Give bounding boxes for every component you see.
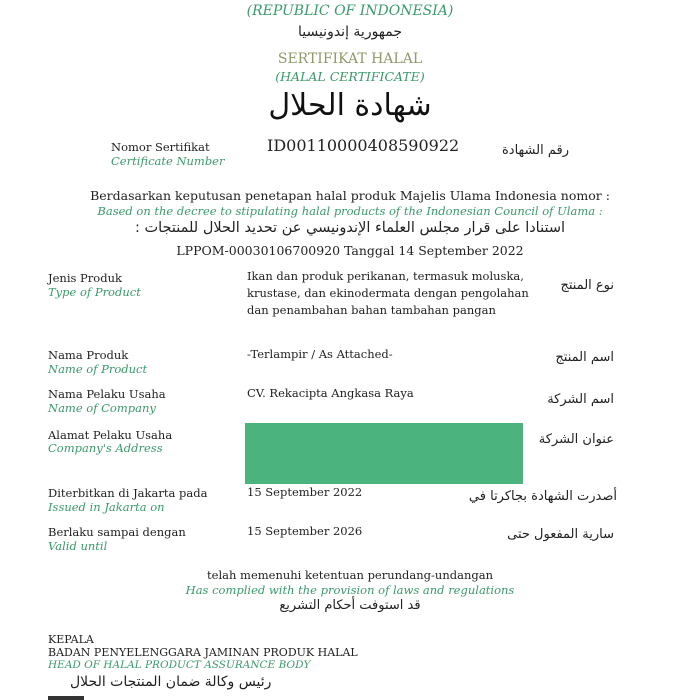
certificate-title-ar: شهادة الحلال	[268, 88, 432, 123]
field-label-en: Type of Product	[48, 285, 141, 299]
field-value-line: krustase, dan ekinodermata dengan pengolahan	[247, 286, 529, 300]
field-value: -Terlampir / As Attached-	[247, 347, 393, 361]
decree-text-ar: استنادا على قرار مجلس العلماء الإندونيسي عن تحديد الحلال للمنتجات :	[134, 220, 566, 236]
field-label-id: Jenis Produk	[48, 271, 122, 285]
field-label-ar: سارية المفعول حتى	[507, 527, 614, 542]
field-label-en: Company's Address	[48, 441, 163, 455]
field-label-id: Berlaku sampai dengan	[48, 525, 186, 539]
field-value: 15 September 2022	[247, 485, 363, 499]
signatory-title-1: KEPALA	[48, 633, 94, 646]
signatory-title-2: BADAN PENYELENGGARA JAMINAN PRODUK HALAL	[48, 646, 358, 659]
signatory-title-en: HEAD OF HALAL PRODUCT ASSURANCE BODY	[48, 659, 311, 671]
field-label-en: Name of Product	[48, 362, 148, 376]
field-label-en: Name of Company	[48, 401, 156, 415]
cert-number-label-ar: رقم الشهادة	[502, 143, 569, 158]
field-label-en: Issued in Jakarta on	[48, 500, 165, 514]
field-value: 15 September 2026	[247, 524, 363, 538]
field-value: CV. Rekacipta Angkasa Raya	[247, 386, 414, 400]
field-label-ar: اسم الشركة	[547, 392, 614, 407]
signature-fragment	[48, 696, 84, 700]
cert-number-label-en: Certificate Number	[111, 154, 225, 168]
compliance-text-id: telah memenuhi ketentuan perundang-undangan	[207, 568, 493, 582]
compliance-text-ar: قد استوفت أحكام التشريع	[279, 598, 421, 613]
decree-text-id: Berdasarkan keputusan penetapan halal produk Majelis Ulama Indonesia nomor :	[90, 188, 610, 203]
field-value-line: dan penambahan bahan tambahan pangan	[247, 303, 496, 317]
field-label-id: Nama Produk	[48, 348, 129, 362]
certificate-title-id: SERTIFIKAT HALAL	[277, 51, 423, 67]
field-label-id: Alamat Pelaku Usaha	[48, 428, 173, 442]
field-label-id: Nama Pelaku Usaha	[48, 387, 166, 401]
field-label-ar: عنوان الشركة	[538, 432, 614, 447]
decree-number: LPPOM-00030106700920 Tanggal 14 September 2022	[176, 243, 524, 258]
signatory-title-ar: رئيس وكالة ضمان المنتجات الحلال	[70, 674, 272, 690]
field-value-line: Ikan dan produk perikanan, termasuk moluska,	[247, 269, 524, 283]
republic-en: (REPUBLIC OF INDONESIA)	[246, 3, 454, 19]
republic-ar: جمهورية إندونيسيا	[297, 24, 403, 40]
field-label-ar: نوع المنتج	[560, 278, 614, 293]
field-label-ar: أصدرت الشهادة بجاكرتا في	[468, 489, 617, 504]
field-label-en: Valid until	[48, 539, 108, 553]
field-label-ar: اسم المنتج	[555, 350, 614, 365]
certificate-title-en: (HALAL CERTIFICATE)	[275, 69, 425, 84]
redacted-address-block	[245, 423, 523, 484]
cert-number-label-id: Nomor Sertifikat	[111, 140, 210, 154]
cert-number-value: ID00110000408590922	[267, 136, 460, 155]
decree-text-en: Based on the decree to stipulating halal products of the Indonesian Council of Ulama :	[97, 204, 603, 218]
field-label-id: Diterbitkan di Jakarta pada	[48, 486, 208, 500]
compliance-text-en: Has complied with the provision of laws and regulations	[185, 583, 515, 597]
